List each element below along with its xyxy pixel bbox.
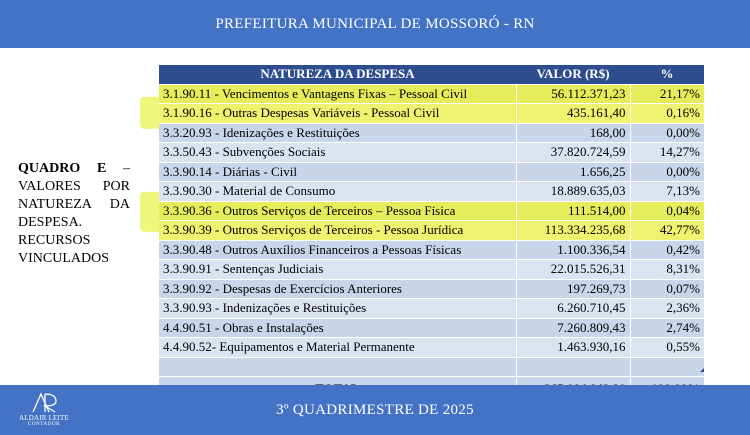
cell-natureza: 3.3.90.30 - Material de Consumo [159,182,516,202]
cell-valor: 56.112.371,23 [516,84,630,104]
table-row [159,123,704,143]
table-header-row [159,65,704,84]
table-row [159,338,704,358]
cell-natureza: 3.3.90.39 - Outros Serviços de Terceiros - Pessoa Jurídica [159,221,516,241]
cell-pct: 0,04% [630,201,704,221]
cell-valor: 18.889.635,03 [516,182,630,202]
cell-valor: 22.015.526,31 [516,260,630,280]
caption-bold: QUADRO E [18,161,107,176]
cell-valor: 111.514,00 [516,201,630,221]
table-row [159,221,704,241]
logo-sub: CONTADOR [27,422,61,427]
table-row-empty [159,357,704,377]
cell-natureza: 3.3.90.48 - Outros Auxílios Financeiros a Pessoas Físicas [159,240,516,260]
cell-valor: 435.161,40 [516,104,630,124]
cell-valor: 168,00 [516,123,630,143]
cell-valor: 1.463.930,16 [516,338,630,358]
table-row [159,318,704,338]
cell-natureza: 4.4.90.52- Equipamentos e Material Permanente [159,338,516,358]
cell-valor: 7.260.809,43 [516,318,630,338]
table-row [159,201,704,221]
expense-table [159,65,704,402]
table-row [159,240,704,260]
cell-pct: 21,17% [630,84,704,104]
cell-natureza: 3.1.90.16 - Outras Despesas Variáveis - Pessoal Civil [159,104,516,124]
cell-pct: 14,27% [630,143,704,163]
table-row [159,104,704,124]
cell-pct: 0,00% [630,123,704,143]
cell-valor: 1.656,25 [516,162,630,182]
cell-natureza: 3.3.90.36 - Outros Serviços de Terceiros – Pessoa Física [159,201,516,221]
cell-natureza: 3.3.90.92 - Despesas de Exercícios Anteriores [159,279,516,299]
footer-title: 3º QUADRIMESTRE DE 2025 [276,402,474,418]
cell-pct: 8,31% [630,260,704,280]
col-header-pct: % [630,65,704,84]
cell-pct: 2,74% [630,318,704,338]
table-row [159,143,704,163]
cell-natureza: 3.3.90.93 - Indenizações e Restituições [159,299,516,319]
table-resize-handle-icon [700,368,704,372]
cell-pct: 0,55% [630,338,704,358]
cell-pct: 0,00% [630,162,704,182]
cell-pct: 42,77% [630,221,704,241]
cell-valor: 37.820.724,59 [516,143,630,163]
cell-natureza: 3.3.50.43 - Subvenções Sociais [159,143,516,163]
page-footer [0,385,750,435]
table-row [159,84,704,104]
table-row [159,162,704,182]
table-row [159,182,704,202]
cell-valor: 197.269,73 [516,279,630,299]
cell-pct: 0,16% [630,104,704,124]
header-title: PREFEITURA MUNICIPAL DE MOSSORÓ - RN [215,16,535,32]
cell-pct: 0,42% [630,240,704,260]
col-header-natureza: NATUREZA DA DESPESA [159,65,516,84]
sidebar-caption [18,160,130,268]
cell-pct: 7,13% [630,182,704,202]
cell-valor: 1.100.336,54 [516,240,630,260]
cell-natureza: 3.3.90.14 - Diárias - Civil [159,162,516,182]
cell-natureza: 3.3.90.91 - Sentenças Judiciais [159,260,516,280]
col-header-valor: VALOR (R$) [516,65,630,84]
cell-pct: 0,07% [630,279,704,299]
caption-text: – VALORES POR NATUREZA DA DESPESA. RECURSOS VINCULADOS [18,161,130,266]
table-row [159,260,704,280]
cell-natureza: 4.4.90.51 - Obras e Instalações [159,318,516,338]
cell-pct: 2,36% [630,299,704,319]
logo-name: ALDAIR LEITE [18,414,70,422]
cell-natureza: 3.3.20.93 - Idenizações e Restituições [159,123,516,143]
table-row [159,299,704,319]
cell-valor: 6.260.710,45 [516,299,630,319]
cell-valor: 113.334.235,68 [516,221,630,241]
table-row [159,279,704,299]
cell-natureza: 3.1.90.11 - Vencimentos e Vantagens Fixas – Pessoal Civil [159,84,516,104]
page-header [0,0,750,48]
